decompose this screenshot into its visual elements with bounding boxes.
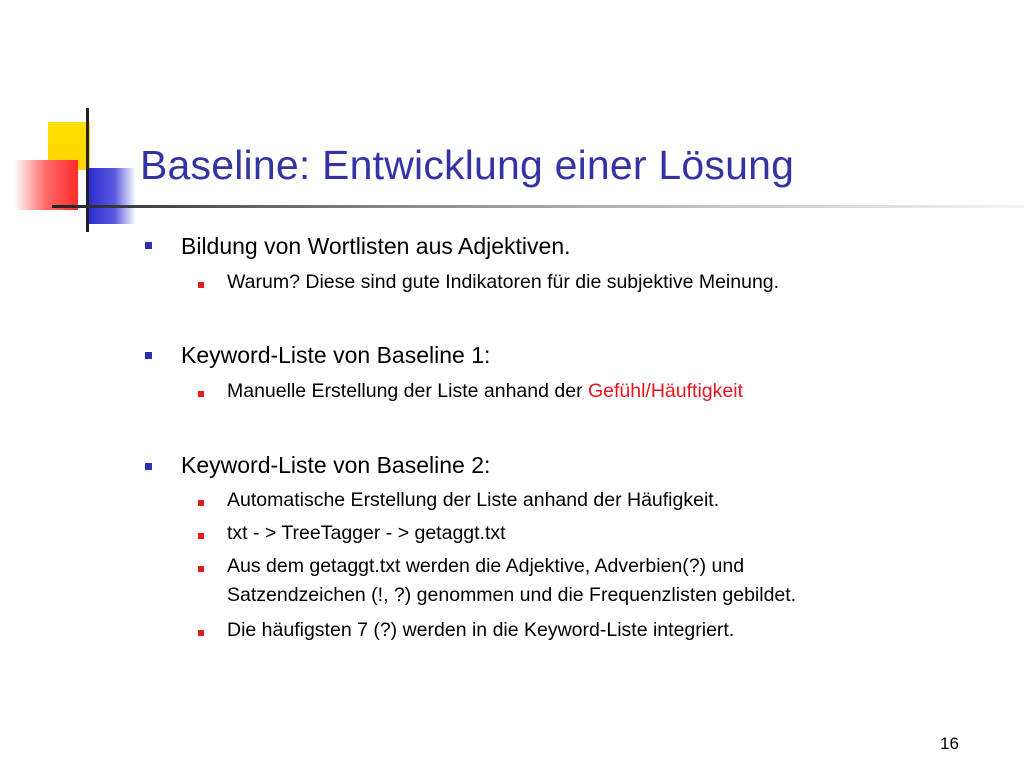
vertical-rule — [86, 108, 89, 232]
bullet-level2-text: Die häufigsten 7 (?) werden in die Keyword-Liste integriert. — [227, 619, 735, 641]
bullet-level2-text-continuation: Satzendzeichen (!, ?) genommen und die Frequenzlisten gebildet. — [227, 584, 797, 606]
bullet-level2-text: txt - > TreeTagger - > getaggt.txt — [227, 522, 506, 544]
bullet-marker-level1 — [145, 352, 152, 359]
bullet-level2-text: Aus dem getaggt.txt werden die Adjektive, Adverbien(?) und — [227, 555, 745, 577]
bullet-marker-level2 — [198, 500, 204, 506]
title-underline-rule — [52, 205, 1024, 208]
bullet-marker-level2 — [198, 533, 204, 539]
bullet-marker-level2 — [198, 391, 204, 397]
page-number: 16 — [940, 734, 959, 753]
red-square-shape — [14, 160, 78, 210]
bullet-level1-text: Bildung von Wortlisten aus Adjektiven. — [181, 233, 571, 259]
bullet-level2-line — [227, 379, 743, 403]
bullet-marker-level1 — [145, 242, 152, 249]
highlighted-text: Gefühl/Häuftigkeit — [587, 380, 743, 402]
bullet-level1-text: Keyword-Liste von Baseline 2: — [181, 452, 491, 478]
bullet-marker-level1 — [145, 463, 152, 470]
bullet-marker-level2 — [198, 282, 204, 288]
bullet-marker-level2 — [198, 630, 204, 636]
bullet-level2-text: Automatische Erstellung der Liste anhand der Häufigkeit. — [227, 489, 720, 511]
bullet-level2-text: Manuelle Erstellung der Liste anhand der — [227, 380, 588, 402]
blue-square-shape — [88, 168, 136, 224]
bullet-level1-text: Keyword-Liste von Baseline 1: — [181, 342, 491, 368]
bullet-marker-level2 — [198, 566, 204, 572]
decorative-logo — [0, 0, 140, 240]
slide-title: Baseline: Entwicklung einer Lösung — [140, 142, 795, 188]
bullet-level2-text: Warum? Diese sind gute Indikatoren für die subjektive Meinung. — [227, 271, 780, 293]
